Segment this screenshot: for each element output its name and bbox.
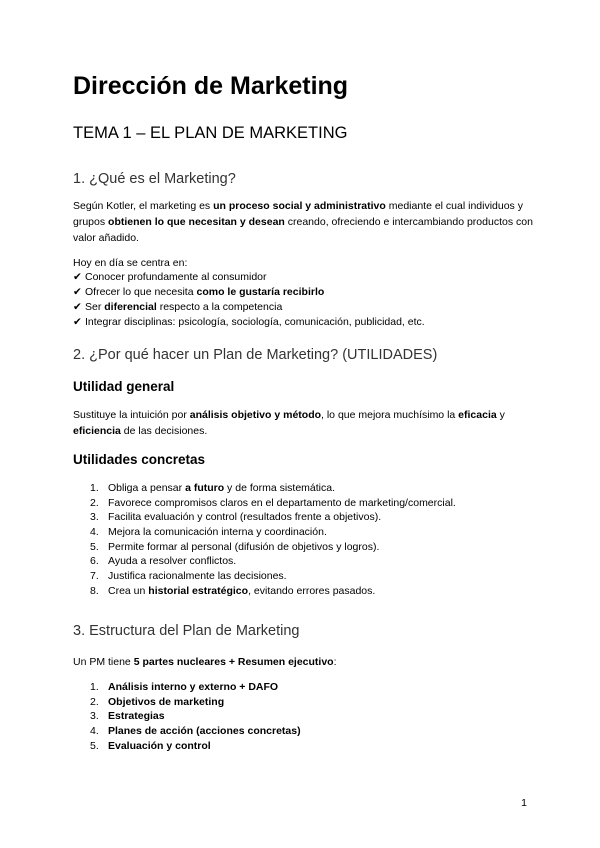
section2-heading: 2. ¿Por qué hacer un Plan de Marketing? (UTILIDADES)	[73, 347, 438, 363]
text: Ofrecer lo que necesita	[85, 286, 197, 298]
text: Ayuda a resolver conflictos.	[108, 555, 237, 568]
bold-text: Evaluación y control	[108, 739, 211, 752]
bold-text: análisis objetivo y método	[189, 409, 322, 421]
bold-text: diferencial	[104, 301, 157, 313]
item-number: 3.	[90, 710, 99, 723]
list-item	[90, 709, 301, 724]
list-item	[90, 496, 456, 511]
list-item	[90, 569, 456, 584]
bold-text: como le gustaría recibirlo	[196, 286, 325, 298]
text: , lo que mejora muchísimo la	[321, 409, 459, 421]
text: Ser	[85, 301, 105, 313]
bold-text: eficiencia	[73, 425, 121, 437]
item-number: 7.	[90, 570, 99, 583]
text: Permite formar al personal (difusión de objetivos y logros).	[108, 540, 380, 553]
list-item	[90, 481, 456, 496]
section1-paragraph	[73, 198, 533, 246]
bold-text: Objetivos de marketing	[108, 695, 225, 708]
text: Según Kotler, el marketing es	[73, 200, 214, 212]
section3-heading: 3. Estructura del Plan de Marketing	[73, 623, 300, 639]
text: de las decisiones.	[120, 425, 208, 437]
item-number: 1.	[90, 482, 99, 494]
item-number: 1.	[90, 681, 99, 693]
bold-text: Planes de acción (acciones concretas)	[108, 725, 301, 738]
bold-text: obtienen lo que necesitan y desean	[108, 216, 285, 228]
section1-heading: 1. ¿Qué es el Marketing?	[73, 171, 236, 187]
list-item	[90, 554, 456, 569]
concrete-utilities-list	[90, 481, 456, 599]
text: y	[496, 409, 505, 421]
item-number: 3.	[90, 511, 99, 524]
text: Un PM tiene	[73, 656, 134, 668]
bold-text: Estrategias	[108, 710, 165, 723]
item-number: 5.	[90, 540, 99, 553]
text: Conocer profundamente al consumidor	[85, 271, 267, 283]
concrete-utilities-heading: Utilidades concretas	[73, 452, 206, 467]
check-icon: ✔	[73, 301, 82, 313]
bold-text: un proceso social y administrativo	[213, 200, 386, 212]
text: respecto a la competencia	[156, 301, 283, 313]
list-item	[73, 300, 425, 315]
text: Facilita evaluación y control (resultados frente a objetivos).	[108, 511, 382, 524]
text: , evitando errores pasados.	[248, 584, 376, 597]
list-item	[73, 315, 425, 330]
bold-text: 5 partes nucleares + Resumen ejecutivo	[133, 656, 334, 668]
list-item	[90, 510, 456, 525]
text: Obliga a pensar	[108, 482, 186, 494]
bold-text: eficacia	[458, 409, 497, 421]
text: creando, ofreciendo e intercambiando productos con valor añadido.	[73, 216, 533, 244]
list-item	[90, 584, 456, 599]
general-utility-paragraph	[73, 407, 533, 439]
bold-text: Análisis interno y externo + DAFO	[108, 681, 279, 693]
section3-intro	[73, 654, 533, 670]
check-icon: ✔	[73, 271, 82, 283]
list-item	[90, 695, 301, 710]
text: :	[333, 656, 337, 668]
item-number: 4.	[90, 725, 99, 738]
list-item	[90, 525, 456, 540]
list-item	[90, 680, 301, 695]
plan-parts-list	[90, 680, 301, 753]
list-item	[90, 540, 456, 555]
list-item	[90, 739, 301, 754]
bold-text: historial estratégico	[148, 584, 249, 597]
text: Justifica racionalmente las decisiones.	[108, 570, 287, 583]
text: Integrar disciplinas: psicología, sociología, comunicación, publicidad, etc.	[85, 316, 425, 328]
bold-text: a futuro	[185, 482, 225, 494]
text: Crea un	[108, 584, 149, 597]
list-item	[73, 270, 425, 285]
text: mediante el cual individuos y grupos	[73, 200, 523, 228]
item-number: 8.	[90, 584, 99, 597]
list-item	[90, 724, 301, 739]
general-utility-heading: Utilidad general	[73, 379, 175, 394]
text: Sustituye la intuición por	[73, 409, 190, 421]
check-icon: ✔	[73, 286, 82, 298]
list-item	[73, 285, 425, 300]
document-subtitle: TEMA 1 – EL PLAN DE MARKETING	[73, 124, 348, 142]
focus-checklist	[73, 270, 425, 330]
check-icon: ✔	[73, 316, 82, 328]
page-number: 1	[521, 797, 527, 809]
item-number: 2.	[90, 496, 99, 509]
document-title: Dirección de Marketing	[73, 72, 349, 100]
text: y de forma sistemática.	[224, 482, 336, 494]
text: Favorece compromisos claros en el departamento de marketing/comercial.	[108, 496, 456, 509]
text: Mejora la comunicación interna y coordinación.	[108, 526, 327, 539]
item-number: 4.	[90, 526, 99, 539]
item-number: 6.	[90, 555, 99, 568]
item-number: 2.	[90, 695, 99, 708]
item-number: 5.	[90, 739, 99, 752]
focus-intro: Hoy en día se centra en:	[73, 257, 188, 269]
